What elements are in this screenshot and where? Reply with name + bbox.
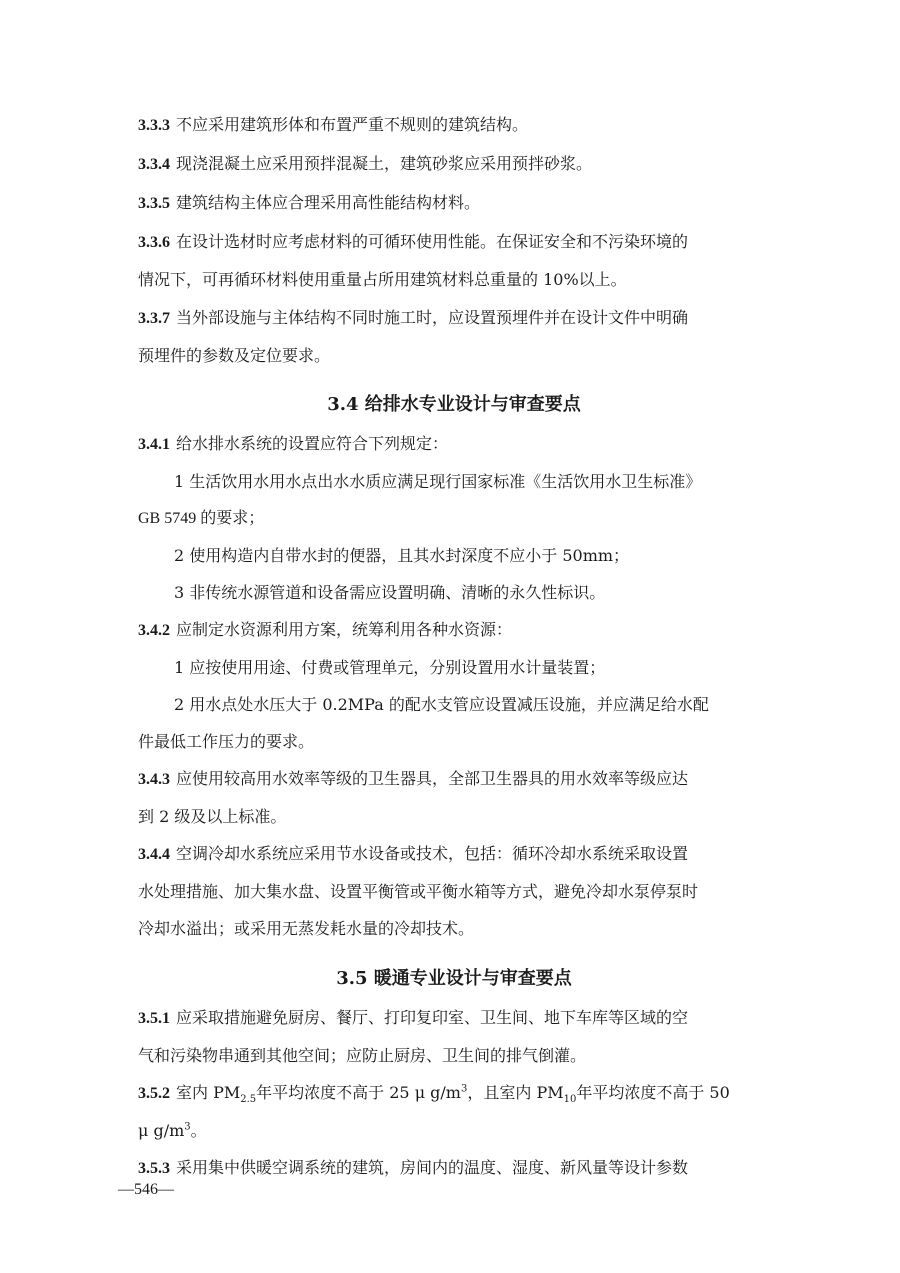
superscript: 3: [460, 1083, 468, 1095]
clause-text: 不应采用建筑形体和布置严重不规则的建筑结构。: [176, 115, 529, 134]
clause-text: 现浇混凝土应采用预拌混凝土，建筑砂浆应采用预拌砂浆。: [176, 154, 593, 173]
clause-number: 3.5.1: [138, 1010, 170, 1027]
clause-text: 年平均浓度不高于 50: [576, 1083, 730, 1102]
clause-text-line: 应使用较高用水效率等级的卫生器具，全部卫生器具的用水效率等级应达: [176, 769, 689, 788]
list-item-text-line: 2 用水点处水压大于 0.2MPa 的配水支管应设置减压设施，并应满足给水配: [174, 695, 709, 714]
clause-number: 3.5.3: [138, 1160, 170, 1177]
clause-text: 年平均浓度不高于 25 μ g/m: [256, 1083, 461, 1102]
clause-number: 3.4.2: [138, 622, 170, 639]
clause-text: 室内 PM: [176, 1083, 241, 1102]
clause-3-4-4: [138, 844, 770, 939]
clause-3-3-5: [138, 193, 770, 214]
list-item: 2 使用构造内自带水封的便器，且其水封深度不应小于 50mm；: [174, 546, 630, 565]
clause-text: ，且室内 PM: [467, 1083, 564, 1102]
clause-number: 3.3.3: [138, 117, 170, 134]
list-item: [138, 695, 770, 752]
clause-text-line: 空调冷却水系统应采用节水设备或技术，包括：循环冷却水系统采取设置: [176, 844, 689, 863]
page-content: [138, 115, 770, 1179]
clause-3-3-4: [138, 154, 770, 175]
clause-text-line: 情况下，可再循环材料使用重量占所用建筑材料总重量的 10%以上。: [138, 270, 627, 289]
clause-3-4-1: [138, 434, 770, 455]
clause-3-3-3: [138, 115, 770, 136]
clause-text-line: 应采取措施避免厨房、餐厅、打印复印室、卫生间、地下车库等区域的空: [176, 1008, 689, 1027]
clause-3-5-3: [138, 1158, 770, 1179]
clause-text-line: 当外部设施与主体结构不同时施工时，应设置预埋件并在设计文件中明确: [176, 308, 689, 327]
list-item: 3 非传统水源管道和设备需应设置明确、清晰的永久性标识。: [174, 583, 606, 602]
clause-number: 3.5.2: [138, 1085, 170, 1102]
clause-number: 3.3.5: [138, 195, 170, 212]
list-item-text-line: GB 5749 的要求；: [138, 510, 265, 527]
subscript: 2.5: [240, 1094, 257, 1106]
clause-text-line: 气和污染物串通到其他空间；应防止厨房、卫生间的排气倒灌。: [138, 1046, 587, 1065]
clause-3-4-3: [138, 769, 770, 827]
clause-text-line: 到 2 级及以上标准。: [138, 807, 287, 826]
clause-text-line: 水处理措施、加大集水盘、设置平衡管或平衡水箱等方式，避免冷却水泵停泵时: [138, 882, 699, 901]
clause-number: 3.3.6: [138, 234, 170, 251]
clause-text: μ g/m: [138, 1121, 185, 1140]
clause-3-5-2: [138, 1083, 770, 1141]
clause-number: 3.4.4: [138, 846, 170, 863]
clause-text-line: 冷却水溢出；或采用无蒸发耗水量的冷却技术。: [138, 919, 475, 938]
clause-3-5-1: [138, 1008, 770, 1066]
list-item-text-line: 件最低工作压力的要求。: [138, 732, 315, 751]
clause-3-3-6: [138, 232, 770, 290]
clause-number: 3.4.3: [138, 771, 170, 788]
clause-number: 3.3.4: [138, 156, 170, 173]
section-heading-3-4: 3.4 给排水专业设计与审查要点: [327, 394, 581, 415]
clause-text-line: 预埋件的参数及定位要求。: [138, 346, 331, 365]
clause-3-4-2: [138, 620, 770, 641]
clause-text: 建筑结构主体应合理采用高性能结构材料。: [176, 193, 481, 212]
clause-number: 3.4.1: [138, 436, 170, 453]
clause-text: 采用集中供暖空调系统的建筑，房间内的温度、湿度、新风量等设计参数: [176, 1158, 689, 1177]
clause-text: 应制定水资源利用方案，统筹利用各种水资源：: [176, 620, 513, 639]
section-heading-3-5: 3.5 暖通专业设计与审查要点: [336, 968, 572, 989]
clause-number: 3.3.7: [138, 310, 170, 327]
clause-3-3-7: [138, 308, 770, 366]
page-number: —546—: [118, 1181, 174, 1198]
clause-text: 。: [190, 1121, 207, 1140]
subscript: 10: [563, 1094, 577, 1106]
clause-text-line: 在设计选材时应考虑材料的可循环使用性能。在保证安全和不污染环境的: [176, 232, 689, 251]
superscript: 3: [184, 1121, 191, 1133]
list-item: [138, 472, 770, 529]
list-item: 1 应按使用用途、付费或管理单元，分别设置用水计量装置；: [174, 658, 606, 677]
list-item-text-line: 1 生活饮用水用水点出水水质应满足现行国家标准《生活饮用水卫生标准》: [174, 472, 702, 491]
clause-text: 给水排水系统的设置应符合下列规定：: [176, 434, 449, 453]
